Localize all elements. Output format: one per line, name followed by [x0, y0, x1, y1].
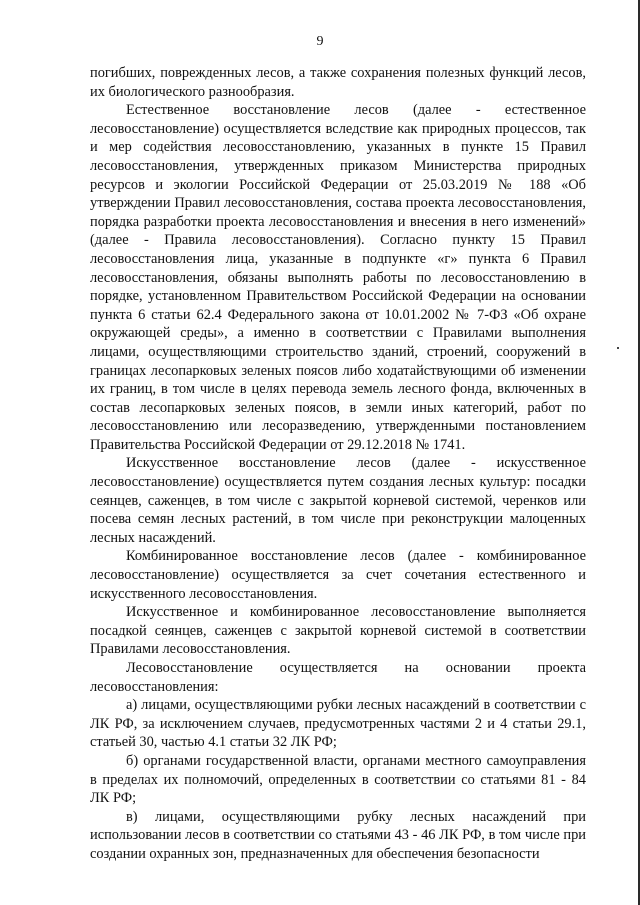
paragraph-project-basis: Лесовосстановление осуществляется на основании проекта лесовосстановления: — [90, 660, 586, 695]
list-item-v: в) лицами, осуществляющими рубку лесных насаждений при использовании лесов в соответствии со статьями 43 - 46 ЛК РФ, в том числе при создании охранных зон, предназначенных для обеспечения безопасности — [90, 808, 586, 862]
paragraph-combined-restoration: Комбинированное восстановление лесов (далее - комбинированное лесовосстановление) осуществляется за счет сочетания естественного и искусственного лесовосстановления. — [90, 548, 586, 602]
paragraph-artificial-restoration: Искусственное восстановление лесов (далее - искусственное лесовосстановление) осуществляется путем создания лесных культур: посадки сеянцев, саженцев, в том числе с закрытой корневой системой, черенков или посева семян лесных растений, в том числе при реконструкции малоценных лесных насаждений. — [90, 455, 586, 546]
paragraph-continuation: погибших, поврежденных лесов, а также сохранения полезных функций лесов, их биологического разнообразия. — [90, 65, 586, 100]
list-item-a: а) лицами, осуществляющими рубки лесных насаждений в соответствии с ЛК РФ, за исключением случаев, предусмотренных частями 2 и 4 статьи 29.1, статьей 30, частью 4.1 статьи 32 ЛК РФ; — [90, 697, 586, 751]
paragraph-natural-restoration: Естественное восстановление лесов (далее - естественное лесовосстановление) осуществляется вследствие как природных процессов, так и мер содействия лесовосстановлению, указанных в пункте 15 Правил лесовосстановления, утвержденных приказом Министерства природных ресурсов и экологии Российской Федерации от 25.03.2019 № 188 «Об утверждении Правил лесовосстановления, состава проекта лесовосстановления, порядка разработки проекта лесовосстановления и внесения в него изменений» (далее - Правила лесовосстановления). Согласно пункту 15 Правил лесовосстановления лица, указанные в подпункте «г» пункта 6 Правил лесовосстановления, обязаны выполнять работы по лесовосстановлению в порядке, установленном Правительством Российской Федерации на основании пункта 6 статьи 62.4 Федерального закона от 10.01.2002 № 7-ФЗ «Об охране окружающей среды», а именно в соответствии с Правилами выполнения лицами, осуществляющими строительство зданий, строений, сооружений в границах лесопарковых зеленых поясов либо ходатайствующими об изменении их границ, в том числе в целях перевода земель лесного фонда, включенных в состав лесопарковых зеленых поясов, в земли иных категорий, работ по лесовосстановлению или лесоразведению, утвержденными постановлением Правительства Российской Федерации от 29.12.2018 № 1741. — [90, 102, 586, 453]
paragraph-artificial-combined: Искусственное и комбинированное лесовосстановление выполняется посадкой сеянцев, саженцев с закрытой корневой системой в соответствии Правилами лесовосстановления. — [90, 604, 586, 658]
body-text — [90, 64, 586, 864]
list-item-b: б) органами государственной власти, органами местного самоуправления в пределах их полномочий, определенных в соответствии со статьями 81 - 84 ЛК РФ; — [90, 752, 586, 807]
page-number: 9 — [316, 34, 324, 49]
scan-speck — [617, 347, 619, 349]
